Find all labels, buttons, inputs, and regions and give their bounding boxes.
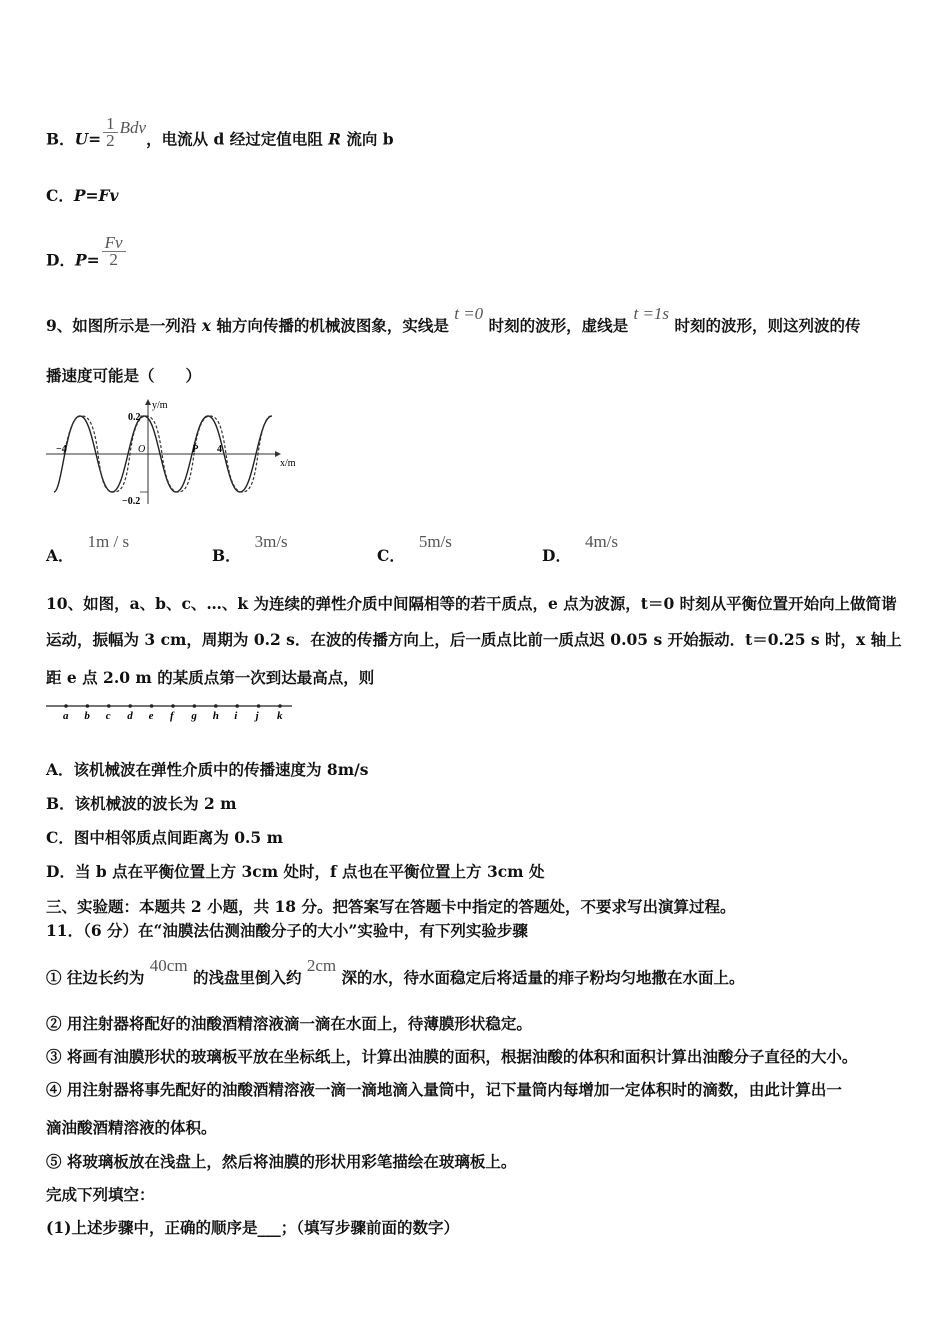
- q9-time-t0: t =0: [454, 304, 484, 323]
- option-letter: D．: [542, 546, 571, 565]
- frac-num: Fv: [104, 233, 123, 252]
- option-letter: B．: [46, 129, 75, 149]
- option-letter: C．: [46, 186, 74, 205]
- option-letter: B．: [212, 546, 241, 565]
- particle-label-h: h: [212, 710, 219, 722]
- particle-dot-i: [235, 704, 239, 708]
- option-text-tail: 流向 b: [341, 129, 394, 149]
- q11-step5: ⑤ 将玻璃板放在浅盘上，然后将油膜的形状用彩笔描绘在玻璃板上。: [46, 1152, 517, 1171]
- q9-var-x: x: [201, 316, 211, 335]
- particle-label-k: k: [277, 710, 283, 722]
- particles: [63, 704, 283, 722]
- x-tick-label-neg: −4: [56, 444, 67, 455]
- q11-stem: 11．（6 分）在“油膜法估测油酸分子的大小”实验中，有下列实验步骤: [46, 921, 528, 940]
- step1-text-b: 的浅盘里倒入约: [187, 968, 307, 987]
- q10-option-b: B．该机械波的波长为 2 m: [46, 794, 237, 813]
- point-p-label: P: [192, 444, 199, 455]
- q9-option-c: [377, 532, 452, 566]
- particle-label-b: b: [84, 710, 90, 722]
- particle-dot-f: [171, 704, 175, 708]
- particle-label-i: i: [234, 710, 238, 722]
- q9-text-c: 时刻的波形，虚线是: [483, 316, 634, 335]
- equals: =: [86, 250, 100, 270]
- var-p: P: [74, 250, 87, 270]
- q9-text-a: 9、如图所示是一列沿: [46, 316, 202, 335]
- q8-option-d: [46, 233, 128, 278]
- q9-option-b: [212, 532, 288, 566]
- equals: =: [88, 129, 102, 149]
- particle-dot-c: [107, 704, 111, 708]
- formula-p-fv: P=Fv: [73, 186, 119, 205]
- q11-step4-line2: 滴油酸酒精溶液的体积。: [46, 1118, 217, 1137]
- expr-bdv: Bdv: [119, 117, 147, 137]
- frac-den: 2: [103, 132, 118, 149]
- particle-label-a: a: [63, 710, 69, 722]
- particle-dot-h: [214, 704, 218, 708]
- particle-label-d: d: [127, 710, 133, 722]
- frac-num: 1: [106, 114, 115, 133]
- step1-value-2cm: 2cm: [306, 956, 337, 975]
- fraction-half: [103, 116, 118, 149]
- origin-label: O: [138, 444, 146, 455]
- q11-subquestion-1: (1)上述步骤中，正确的顺序是___；（填写步骤前面的数字）: [46, 1218, 459, 1237]
- particle-dot-d: [128, 704, 132, 708]
- particle-dot-j: [257, 704, 261, 708]
- var-r: R: [328, 129, 341, 149]
- q10-particle-line-figure: [44, 698, 296, 724]
- q10-stem-line3: 距 e 点 2.0 m 的某质点第一次到达最高点，则: [46, 668, 375, 687]
- particle-dot-g: [193, 704, 197, 708]
- step1-value-40cm: 40cm: [149, 956, 188, 975]
- particle-dot-k: [278, 704, 282, 708]
- step1-text-a: ① 往边长约为: [46, 968, 150, 987]
- q9-options: [46, 530, 886, 570]
- particle-label-g: g: [191, 710, 197, 722]
- q9-text-b: 轴方向传播的机械波图象，实线是: [210, 316, 455, 335]
- option-letter: C．: [377, 546, 405, 565]
- option-text: ，电流从 d 经过定值电阻: [146, 129, 329, 149]
- x-axis-label: x/m: [280, 458, 296, 469]
- q11-fill-prompt: 完成下列填空：: [46, 1185, 155, 1204]
- q10-stem-line2: 运动，振幅为 3 cm，周期为 0.2 s．在波的传播方向上，后一质点比前一质点迟 0.05 s 开始振动．t＝0.25 s 时，x 轴上: [46, 630, 902, 649]
- option-letter: A．: [46, 546, 74, 565]
- q9-time-t1: t =1s: [633, 304, 670, 323]
- x-tick-label-pos: 4: [217, 444, 222, 455]
- option-value: 1m / s: [87, 532, 130, 551]
- step1-text-c: 深的水，待水面稳定后将适量的痱子粉均匀地撒在水面上。: [336, 968, 745, 987]
- option-letter: D．: [46, 250, 75, 270]
- q8-option-b: [46, 114, 394, 157]
- frac-den: 2: [102, 251, 126, 268]
- q9-wave-figure: [44, 396, 304, 514]
- particle-dot-e: [150, 704, 154, 708]
- option-value: 3m/s: [254, 532, 288, 551]
- option-value: 4m/s: [584, 532, 619, 551]
- y-axis-label: y/m: [152, 400, 168, 411]
- q11-step4-line1: ④ 用注射器将事先配好的油酸酒精溶液一滴一滴地滴入量筒中，记下量筒内每增加一定体积时的滴数，由此计算出一: [46, 1080, 842, 1099]
- q11-step3: ③ 将画有油膜形状的玻璃板平放在坐标纸上，计算出油膜的面积，根据油酸的体积和面积计算出油酸分子直径的大小。: [46, 1047, 858, 1066]
- q10-stem-line1: 10、如图，a、b、c、…、k 为连续的弹性介质中间隔相等的若干质点，e 点为波源，t＝0 时刻从平衡位置开始向上做简谐: [46, 594, 897, 613]
- q9-option-a: [46, 532, 130, 566]
- particle-label-f: f: [170, 710, 174, 722]
- q10-option-d: D．当 b 点在平衡位置上方 3cm 处时，f 点也在平衡位置上方 3cm 处: [46, 862, 545, 881]
- section-three-heading: 三、实验题：本题共 2 小题，共 18 分。把答案写在答题卡中指定的答题处，不要求写出演算过程。: [46, 897, 736, 916]
- option-value: 5m/s: [418, 532, 452, 551]
- q10-option-a: A．该机械波在弹性介质中的传播速度为 8m/s: [46, 760, 369, 779]
- y-tick-label-top: 0.2: [128, 412, 141, 423]
- q11-step1: [46, 956, 745, 988]
- particle-label-c: c: [105, 710, 111, 722]
- particle-dot-b: [86, 704, 90, 708]
- particle-dot-a: [64, 704, 68, 708]
- q9-stem-line2: 播速度可能是（ ）: [46, 366, 202, 385]
- y-tick-label-bottom: −0.2: [122, 496, 141, 507]
- fraction-fv-2: [102, 235, 126, 268]
- var-u: U: [74, 129, 89, 149]
- particle-label-j: j: [255, 710, 259, 722]
- particle-label-e: e: [148, 710, 154, 722]
- q9-text-d: 时刻的波形，则这列波的传: [669, 316, 861, 335]
- q9-stem-line1: [46, 304, 861, 336]
- q10-option-c: C．图中相邻质点间距离为 0.5 m: [46, 828, 283, 847]
- q8-option-c: [46, 186, 119, 206]
- q11-step2: ② 用注射器将配好的油酸酒精溶液滴一滴在水面上，待薄膜形状稳定。: [46, 1014, 532, 1033]
- q9-option-d: [542, 532, 619, 566]
